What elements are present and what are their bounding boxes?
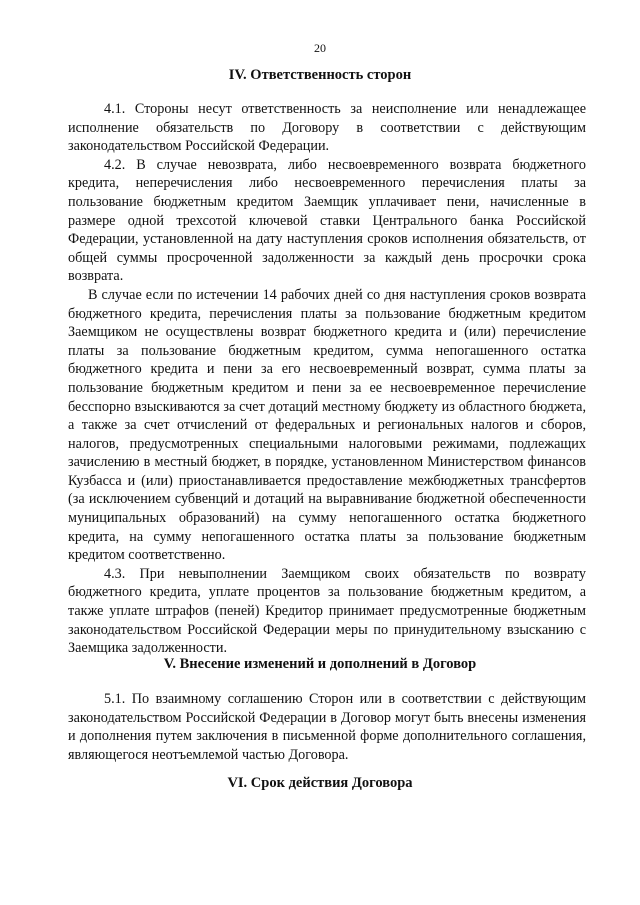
page-number: 20 <box>314 41 326 55</box>
paragraph-4-1: 4.1. Стороны несут ответственность за неисполнение или ненадлежащее исполнение обязательств по Договору в соответствии с действующим законодательством Российской Федерации. <box>68 101 586 155</box>
paragraph-4-3: 4.3. При невыполнении Заемщиком своих обязательств по возврату бюджетного кредита, уплате процентов за пользование бюджетным кредитом, а также уплате штрафов (пеней) Кредитор принимает предусмотренные бюджетным законодательством Российской Федерации меры по принудительному взысканию с Заемщика задолженности. <box>68 565 586 657</box>
section-4-heading: IV. Ответственность сторон <box>228 67 412 83</box>
section-6-heading: VI. Срок действия Договора <box>227 775 413 791</box>
paragraph-4-2-continuation: В случае если по истечении 14 рабочих дней со дня наступления сроков возврата бюджетного кредита, перечисления платы за пользование бюджетным кредитом Заемщиком не осуществлены возврат бюджетного кредита и (или) перечисление платы за пользование бюджетным кредитом, сумма непогашенного остатка бюджетного кредита и пени за его несвоевременный возврат, сумма платы за пользование бюджетным кредитом и пени за ее несвоевременное перечисление бесспорно взыскиваются за счет дотаций местному бюджету из областного бюджета, а также за счет отчислений от федеральных и региональных налогов и сборов, налогов, предусмотренных специальными налоговыми режимами, подлежащих зачислению в местный бюджет, в порядке, установленном Министерством финансов Кузбасса и (или) приостанавливается предоставление межбюджетных трансфертов (за исключением субвенций и дотаций на выравнивание бюджетной обеспеченности муниципальных образований) на сумму непогашенного остатка бюджетного кредита, на сумму непогашенного остатка платы за пользование бюджетным кредитом соответственно. <box>68 286 586 564</box>
paragraph-5-1: 5.1. По взаимному соглашению Сторон или в соответствии с действующим законодательством Российской Федерации в Договор могут быть внесены изменения и дополнения путем заключения в письменной форме дополнительного соглашения, являющегося неотъемлемой частью Договора. <box>68 691 586 763</box>
section-5-heading: V. Внесение изменений и дополнений в Договор <box>163 656 477 672</box>
paragraph-4-2: 4.2. В случае невозврата, либо несвоевременного возврата бюджетного кредита, неперечисления либо несвоевременного перечисления платы за пользование бюджетным кредитом Заемщик уплачивает пени, начисленные в размере одной трехсотой ключевой ставки Центрального банка Российской Федерации, установленной на дату наступления сроков исполнения обязательств, от общей суммы просроченной задолженности за каждый день просрочки срока возврата. <box>68 156 586 285</box>
section-5-body <box>68 690 586 764</box>
section-4-body <box>68 100 586 658</box>
